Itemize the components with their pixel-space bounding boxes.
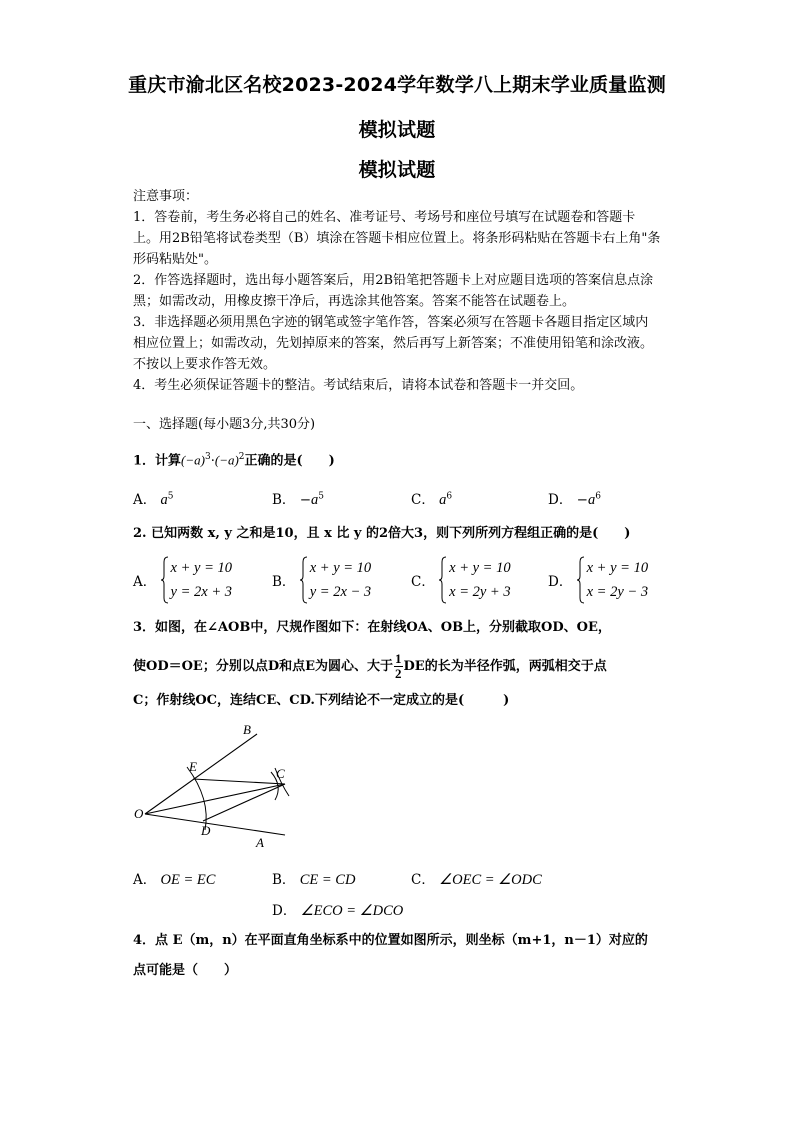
label-E: E (189, 759, 197, 774)
notice-item: 4．考生必须保证答题卡的整洁。考试结束后，请将本试卷和答题卡一并交回。 (133, 378, 584, 393)
label-D: D (201, 823, 211, 838)
question-3-line2 (133, 652, 607, 681)
q3-option-d: D． ∠ECO = ∠DCO (272, 903, 404, 919)
question-4-line1: 4．点 E（m，n）在平面直角坐标系中的位置如图所示，则坐标（m+1，n－1）对应的 (133, 933, 648, 948)
q1-option-a: A． $a^5$ (133, 491, 174, 508)
q2-option-a: A． x + y = 10 y = 2x + 3 (133, 556, 232, 604)
question-3-line3: C；作射线OC，连结CE、CD.下列结论不一定成立的是( ) (133, 693, 510, 708)
notice-item: 1．答卷前，考生务必将自己的姓名、准考证号、考场号和座位号填写在试题卷和答题卡上。用2B铅笔将试卷类型（B）填涂在答题卡相应位置上。将条形码粘贴在答题卡右上角"条形码粘贴处"。 (133, 210, 661, 267)
q1-expr-b: (−a) (214, 452, 239, 468)
q1-option-c: C． $a^6$ (411, 491, 453, 508)
question-4-line2: 点可能是（ ） (133, 963, 238, 978)
notice-heading: 注意事项： (133, 189, 199, 204)
segment-EC (193, 779, 285, 784)
q1-option-d: D． $-a^6$ (548, 491, 601, 508)
q1-option-b: B． $-a^5$ (272, 491, 325, 508)
angle-construction-figure (125, 722, 315, 857)
q1-label: 1．计算 (133, 453, 182, 469)
q1-exp-b: 2 (238, 452, 245, 462)
q1-dot: · (210, 453, 215, 469)
q2-option-b: B． x + y = 10 y = 2x − 3 (272, 556, 371, 604)
page-title: 重庆市渝北区名校2023-2024学年数学八上期末学业质量监测 (128, 74, 666, 96)
ray-OA (145, 814, 285, 835)
question-1-stem (133, 447, 335, 471)
section-heading: 一、选择题(每小题3分,共30分) (133, 417, 316, 432)
question-2-stem: 2. 已知两数 x, y 之和是10，且 x 比 y 的2倍大3，则下列所列方程组正确的是( ) (133, 526, 631, 541)
fraction-one-half: $\frac{1}{2}$ (395, 651, 402, 681)
q1-expr-a: (−a) (181, 452, 205, 468)
q3-option-b: B． CE = CD (272, 872, 356, 888)
page-subtitle: 模拟试题 (358, 119, 436, 141)
label-C: C (276, 766, 285, 781)
notice-item: 2．作答选择题时，选出每小题答案后，用2B铅笔把答题卡上对应题目选项的答案信息点涂黑；如需改动，用橡皮擦干净后，再选涂其他答案。答案不能答在试题卷上。 (133, 273, 654, 309)
q3-line2-start: 使OD＝OE；分别以点D和点E为圆心、大于 (133, 659, 394, 674)
q3-option-c: C． ∠OEC = ∠ODC (411, 872, 542, 888)
q3-line2-end: DE的长为半径作弧，两弧相交于点 (403, 659, 607, 674)
page-subtitle-repeat: 模拟试题 (358, 159, 436, 181)
q3-option-a: A． OE = EC (133, 872, 216, 888)
label-A: A (256, 835, 264, 850)
question-3-line1: 3．如图，在∠AOB中，尺规作图如下：在射线OA、OB上，分别截取OD、OE， (133, 620, 611, 635)
q2-option-d: D． x + y = 10 x = 2y − 3 (548, 556, 648, 604)
label-B: B (243, 722, 251, 737)
q2-option-c: C． x + y = 10 x = 2y + 3 (411, 556, 511, 604)
segment-DC (203, 784, 285, 821)
q1-tail: 正确的是( ) (244, 453, 335, 469)
q1-exp-a: 3 (204, 452, 211, 462)
label-O: O (134, 806, 144, 821)
notice-item: 3．非选择题必须用黑色字迹的钢笔或签字笔作答，答案必须写在答题卡各题目指定区域内相应位置上；如需改动，先划掉原来的答案，然后再写上新答案；不准使用铅笔和涂改液。不按以上要求作答无效。 (133, 315, 654, 372)
